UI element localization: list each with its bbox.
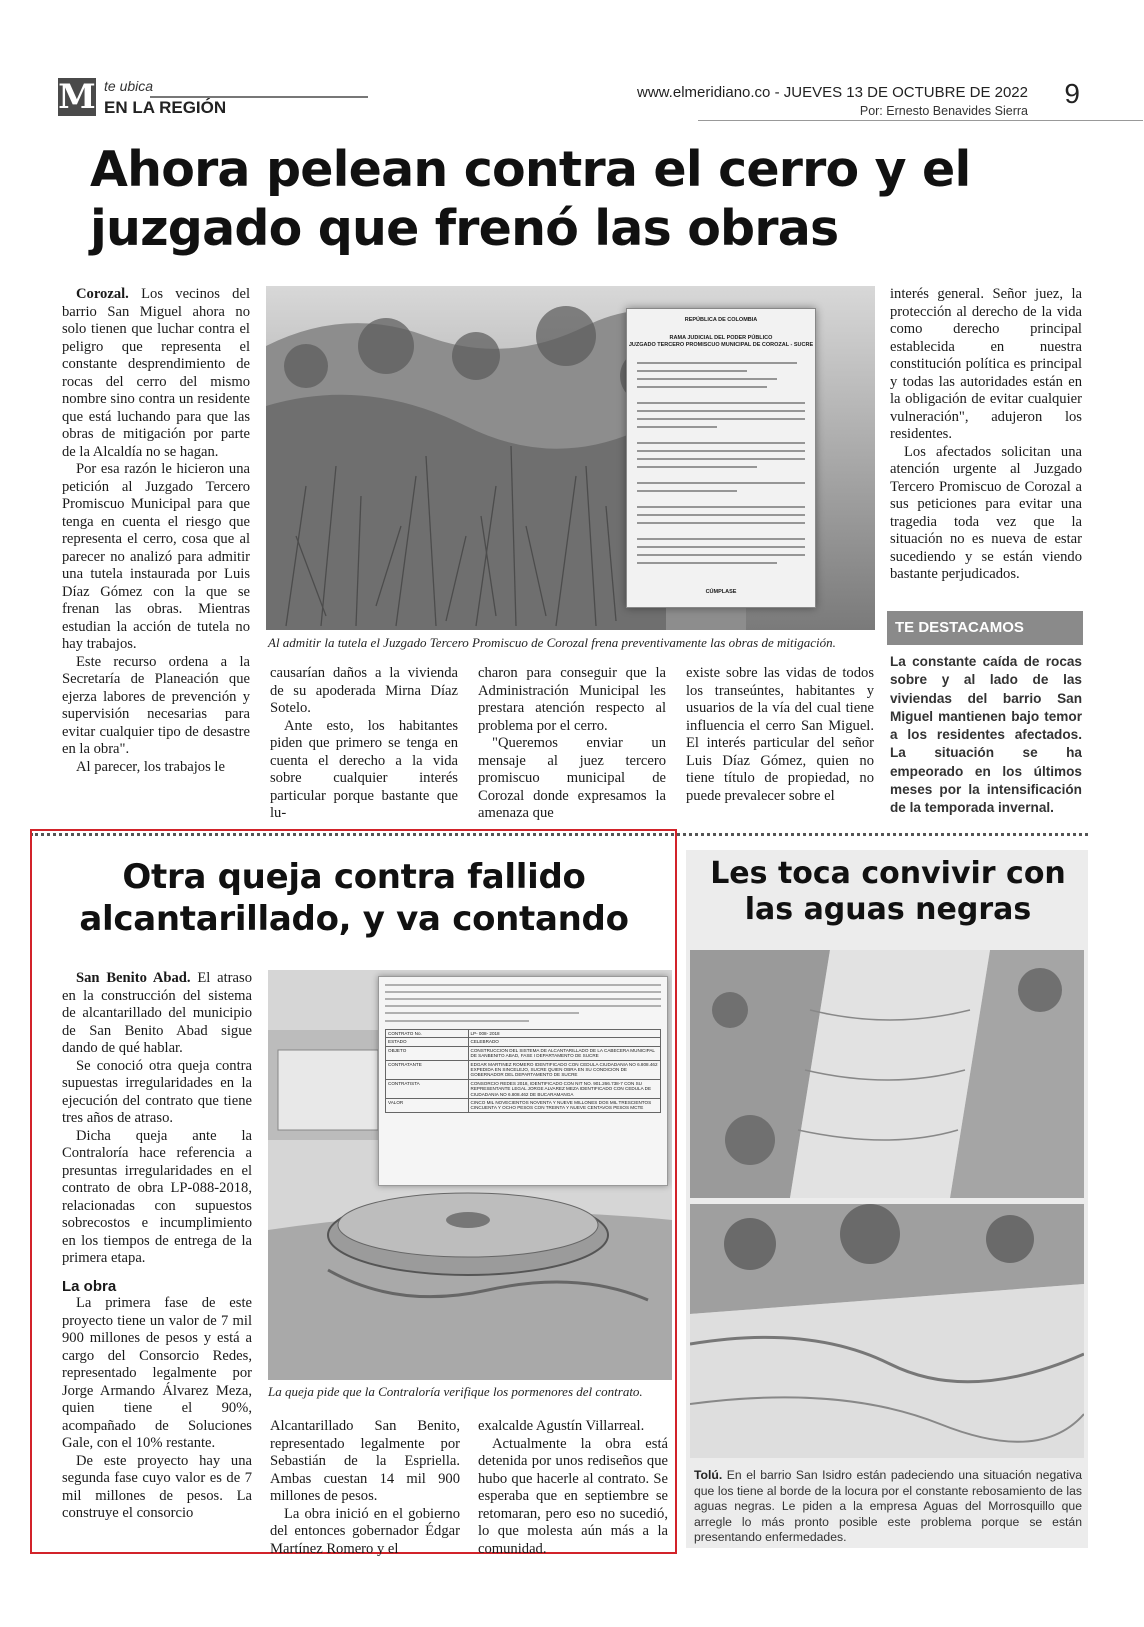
court-document — [626, 308, 816, 608]
contract-field-label: CONTRATO No. — [386, 1030, 469, 1038]
paragraph: interés general. Señor juez, la protección al derecho de la vida como derecho principal establecida en nuestra constitución política es principal y todas las autoridades están en la obligación de evitar cualquier vulneración", adujeron los residentes. — [890, 286, 1082, 442]
document-line: JUZGADO TERCERO PROMISCUO MUNICIPAL DE COROZAL - SUCRE — [628, 342, 814, 348]
paragraph: El atraso en la construcción del sistema de alcantarillado del municipio de San Benito Abad sigue dando de qué hablar. — [62, 970, 252, 1056]
document-line: REPÚBLICA DE COLOMBIA — [684, 317, 758, 323]
photo-caption: La queja pide que la Contraloría verifique los pormenores del contrato. — [268, 1384, 643, 1399]
story1-column-3 — [478, 665, 666, 823]
story2-column-1 — [62, 970, 252, 1523]
paragraph: exalcalde Agustín Villarreal. — [478, 1418, 645, 1434]
sewage-photo-bottom — [690, 1204, 1084, 1458]
highlight-box-title: TE DESTACAMOS — [887, 611, 1083, 645]
paragraph: Los vecinos del barrio San Miguel ahora no solo tienen que luchar contra el peligro que representa el constante desprendimiento de rocas del cerro del mismo nombre sino contra un residente que está luchando para que las obras de mitigación por parte de la Alcaldía no se hagan. — [62, 286, 250, 460]
section-name: EN LA REGIÓN — [104, 98, 227, 117]
dateline: Tolú. — [694, 1468, 723, 1482]
newspaper-logo: M — [58, 77, 96, 117]
masthead — [58, 76, 1090, 122]
publication-date-line: www.elmeridiano.co - JUEVES 13 DE OCTUBRE DE 2022 — [637, 84, 1028, 101]
page-number: 9 — [1064, 78, 1080, 109]
paragraph: Se conoció otra queja contra supuestas irregularidades en la ejecución del contrato que tiene tres años de atraso. — [62, 1057, 252, 1126]
paragraph: Dicha queja ante la Contraloría hace referencia a presuntas irregularidades en el contrato de obra LP-088-2018, relacionadas con supuestos sobrecostos e incumplimiento en los tiempos de entrega de la primera etapa. — [62, 1127, 252, 1266]
paragraph: Alcantarillado San Benito, representado legalmente por Sebastián de la Espriella. Ambas cuestan 14 mil 900 millones de pesos. — [270, 1418, 460, 1504]
section-kicker: te ubica — [104, 78, 154, 94]
paragraph: La primera fase de este proyecto tiene un valor de 7 mil 900 millones de pesos y está a cargo del Consorcio Redes, representado legalmente por Jorge Armando Álvarez Meza, quien tiene el 90%, acompañado de Soluciones Gale, con el 10% restante. — [62, 1295, 252, 1451]
contract-table-row — [386, 1038, 661, 1046]
story2-column-3 — [478, 1418, 668, 1558]
contract-table-row — [386, 1099, 661, 1113]
author-byline: Por: Ernesto Benavides Sierra — [859, 104, 1028, 118]
story2-headline: Otra queja contra fallido alcantarillado, y va contando — [79, 857, 629, 939]
contract-field-value: CINCO MIL NOVECIENTOS NOVENTA Y NUEVE MILLONES DOS MIL TRESCIENTOS CINCUENTA Y OCHO PESOS CON TREINTA Y NUEVE CENTAVOS PESOS MCTE — [468, 1099, 661, 1113]
sewage-photo-bottom-art — [690, 1204, 1084, 1458]
document-footer: CÚMPLASE — [705, 589, 737, 595]
dateline: San Benito Abad. — [76, 970, 191, 986]
contract-table-row — [386, 1046, 661, 1060]
paragraph: La obra inició en el gobierno del entonces gobernador Édgar Martínez Romero y el — [270, 1505, 460, 1557]
paragraph: Por esa razón le hicieron una petición al Juzgado Tercero Promiscuo Municipal para que tenga en cuenta el riesgo que representa el cerro, cosa que al parecer no analizó para admitir una tutela instaurada por Luis Díaz Gómez con la que se frenan las obras. Mientras estudian la acción de tutela no hay trabajos. — [62, 461, 250, 652]
story1-column-5 — [890, 286, 1082, 584]
contract-field-value: CELEBRADO — [468, 1038, 661, 1046]
story1-column-1 — [62, 286, 250, 776]
sewer-works-photo — [268, 970, 672, 1380]
paragraph: causarían daños a la vivienda de su apoderada Mirna Díaz Sotelo. — [270, 665, 458, 716]
contract-table-row — [386, 1060, 661, 1079]
paragraph: "Queremos enviar un mensaje al juez tercero promiscuo municipal de Corozal donde expresamos la amenaza que — [478, 735, 666, 821]
contract-field-value: CONSTRUCCION DEL SISTEMA DE ALCANTARILLADO DE LA CABECERA MUNICIPAL DE SANBENITO ABAD, FASE I DEPARTAMENTO DE SUCRE — [468, 1046, 661, 1060]
contract-field-value: LP- 008- 2018 — [468, 1030, 661, 1038]
subheading: La obra — [62, 1277, 117, 1295]
story3-caption — [694, 1468, 1082, 1546]
contract-field-value: EDGAR MARTINEZ ROMERO IDENTIFICADO CON CEDULA CIUDADANIA NO 6.808.462 EXPEDIDA EN SINCELEJO, SUCRE QUIEN OBRA EN SU CONDICION DE GOBERNADOR DEL DEPARTAMENTO DE SUCRE — [468, 1060, 661, 1079]
paragraph: Este recurso ordena a la Secretaría de Planeación que ejerza labores de prevención y supervisión necesarias para evitar cualquier tipo de desastre en la obra". — [62, 653, 250, 757]
contract-table — [385, 1029, 661, 1113]
sewage-photo-top-art — [690, 950, 1084, 1198]
document-text-lines — [627, 357, 815, 587]
paragraph: charon para conseguir que la Administración Municipal les prestara atención respecto al problema por el cerro. — [478, 665, 666, 734]
contract-table-row — [386, 1079, 661, 1098]
highlight-box-text: La constante caída de rocas sobre y al lado de las viviendas del barrio San Miguel mantienen bajo temor a los residentes afectados. La situación se ha empeorado en los últimos meses por la intensificación de la temporada invernal. — [890, 654, 1082, 816]
paragraph: De este proyecto hay una segunda fase cuyo valor es de 7 mil millones de pesos. La construye el consorcio — [62, 1452, 252, 1521]
story3-headline: Les toca convivir con las aguas negras — [710, 856, 1066, 927]
photo-caption: Al admitir la tutela el Juzgado Tercero Promiscuo de Corozal frena preventivamente las obras de mitigación. — [268, 635, 836, 650]
main-headline: Ahora pelean contra el cerro y el juzgado que frenó las obras — [90, 141, 971, 257]
contract-table-row — [386, 1030, 661, 1038]
story2-column-2 — [270, 1418, 460, 1558]
contract-field-label: CONTRATANTE — [386, 1060, 469, 1079]
dateline: Corozal. — [76, 286, 129, 302]
document-line: RAMA JUDICIAL DEL PODER PÚBLICO — [669, 335, 773, 341]
paragraph: Al parecer, los trabajos le — [76, 758, 225, 775]
contract-text-lines — [379, 977, 667, 1025]
header-rule — [698, 120, 1143, 121]
contract-document — [378, 976, 668, 1186]
hillside-photo — [266, 286, 875, 630]
paragraph: Actualmente la obra está detenida por unos rediseños que hubo que hacerle al contrato. Se esperaba que en septiembre se retomaran, pero eso no sucedió, lo que molesta aún más a la comunidad. — [478, 1435, 668, 1557]
caption-text: En el barrio San Isidro están padeciendo una situación negativa que los tiene al borde de la locura por el constante rebosamiento de las aguas negras. Le piden a la empresa Aguas del Morrosquillo que arregle lo más pronto posible este problema porque se están presentando enfermedades. — [694, 1468, 1082, 1545]
story1-column-4 — [686, 665, 874, 805]
paragraph: Ante esto, los habitantes piden que primero se tenga en cuenta el derecho a la vida sobre cualquier interés particular porque bastante que lu- — [270, 717, 458, 821]
paragraph: existe sobre las vidas de todos los transeúntes, habitantes y usuarios de la vía del cual tiene influencia el cerro San Miguel. El interés particular del señor Luis Díaz Gómez, quien no tiene título de propiedad, no puede prevalecer sobre el — [686, 665, 874, 804]
contract-field-label: OBJETO — [386, 1046, 469, 1060]
sewage-photo-top — [690, 950, 1084, 1198]
contract-field-label: CONTRATISTA — [386, 1079, 469, 1098]
paragraph: Los afectados solicitan una atención urgente al Juzgado Tercero Promiscuo de Corozal a sus peticiones para evitar una tragedia toda vez que la situación no es nueva de estar sucediendo y se están viendo bastante perjudicados. — [890, 443, 1082, 582]
story1-column-2 — [270, 665, 458, 823]
contract-field-label: VALOR — [386, 1099, 469, 1113]
contract-field-value: CONSORCIO REDES 2018, IDENTIFICADO CON NIT NO. 901.266.738-7 CON SU REPRESENTANTE LEGAL JORGE ALVAREZ MEZA IDENTIFICADO CON CEDULA DE CIUDADANIA NO 6.808.462 DE BUCARAMANGA — [468, 1079, 661, 1098]
contract-field-label: ESTADO — [386, 1038, 469, 1046]
